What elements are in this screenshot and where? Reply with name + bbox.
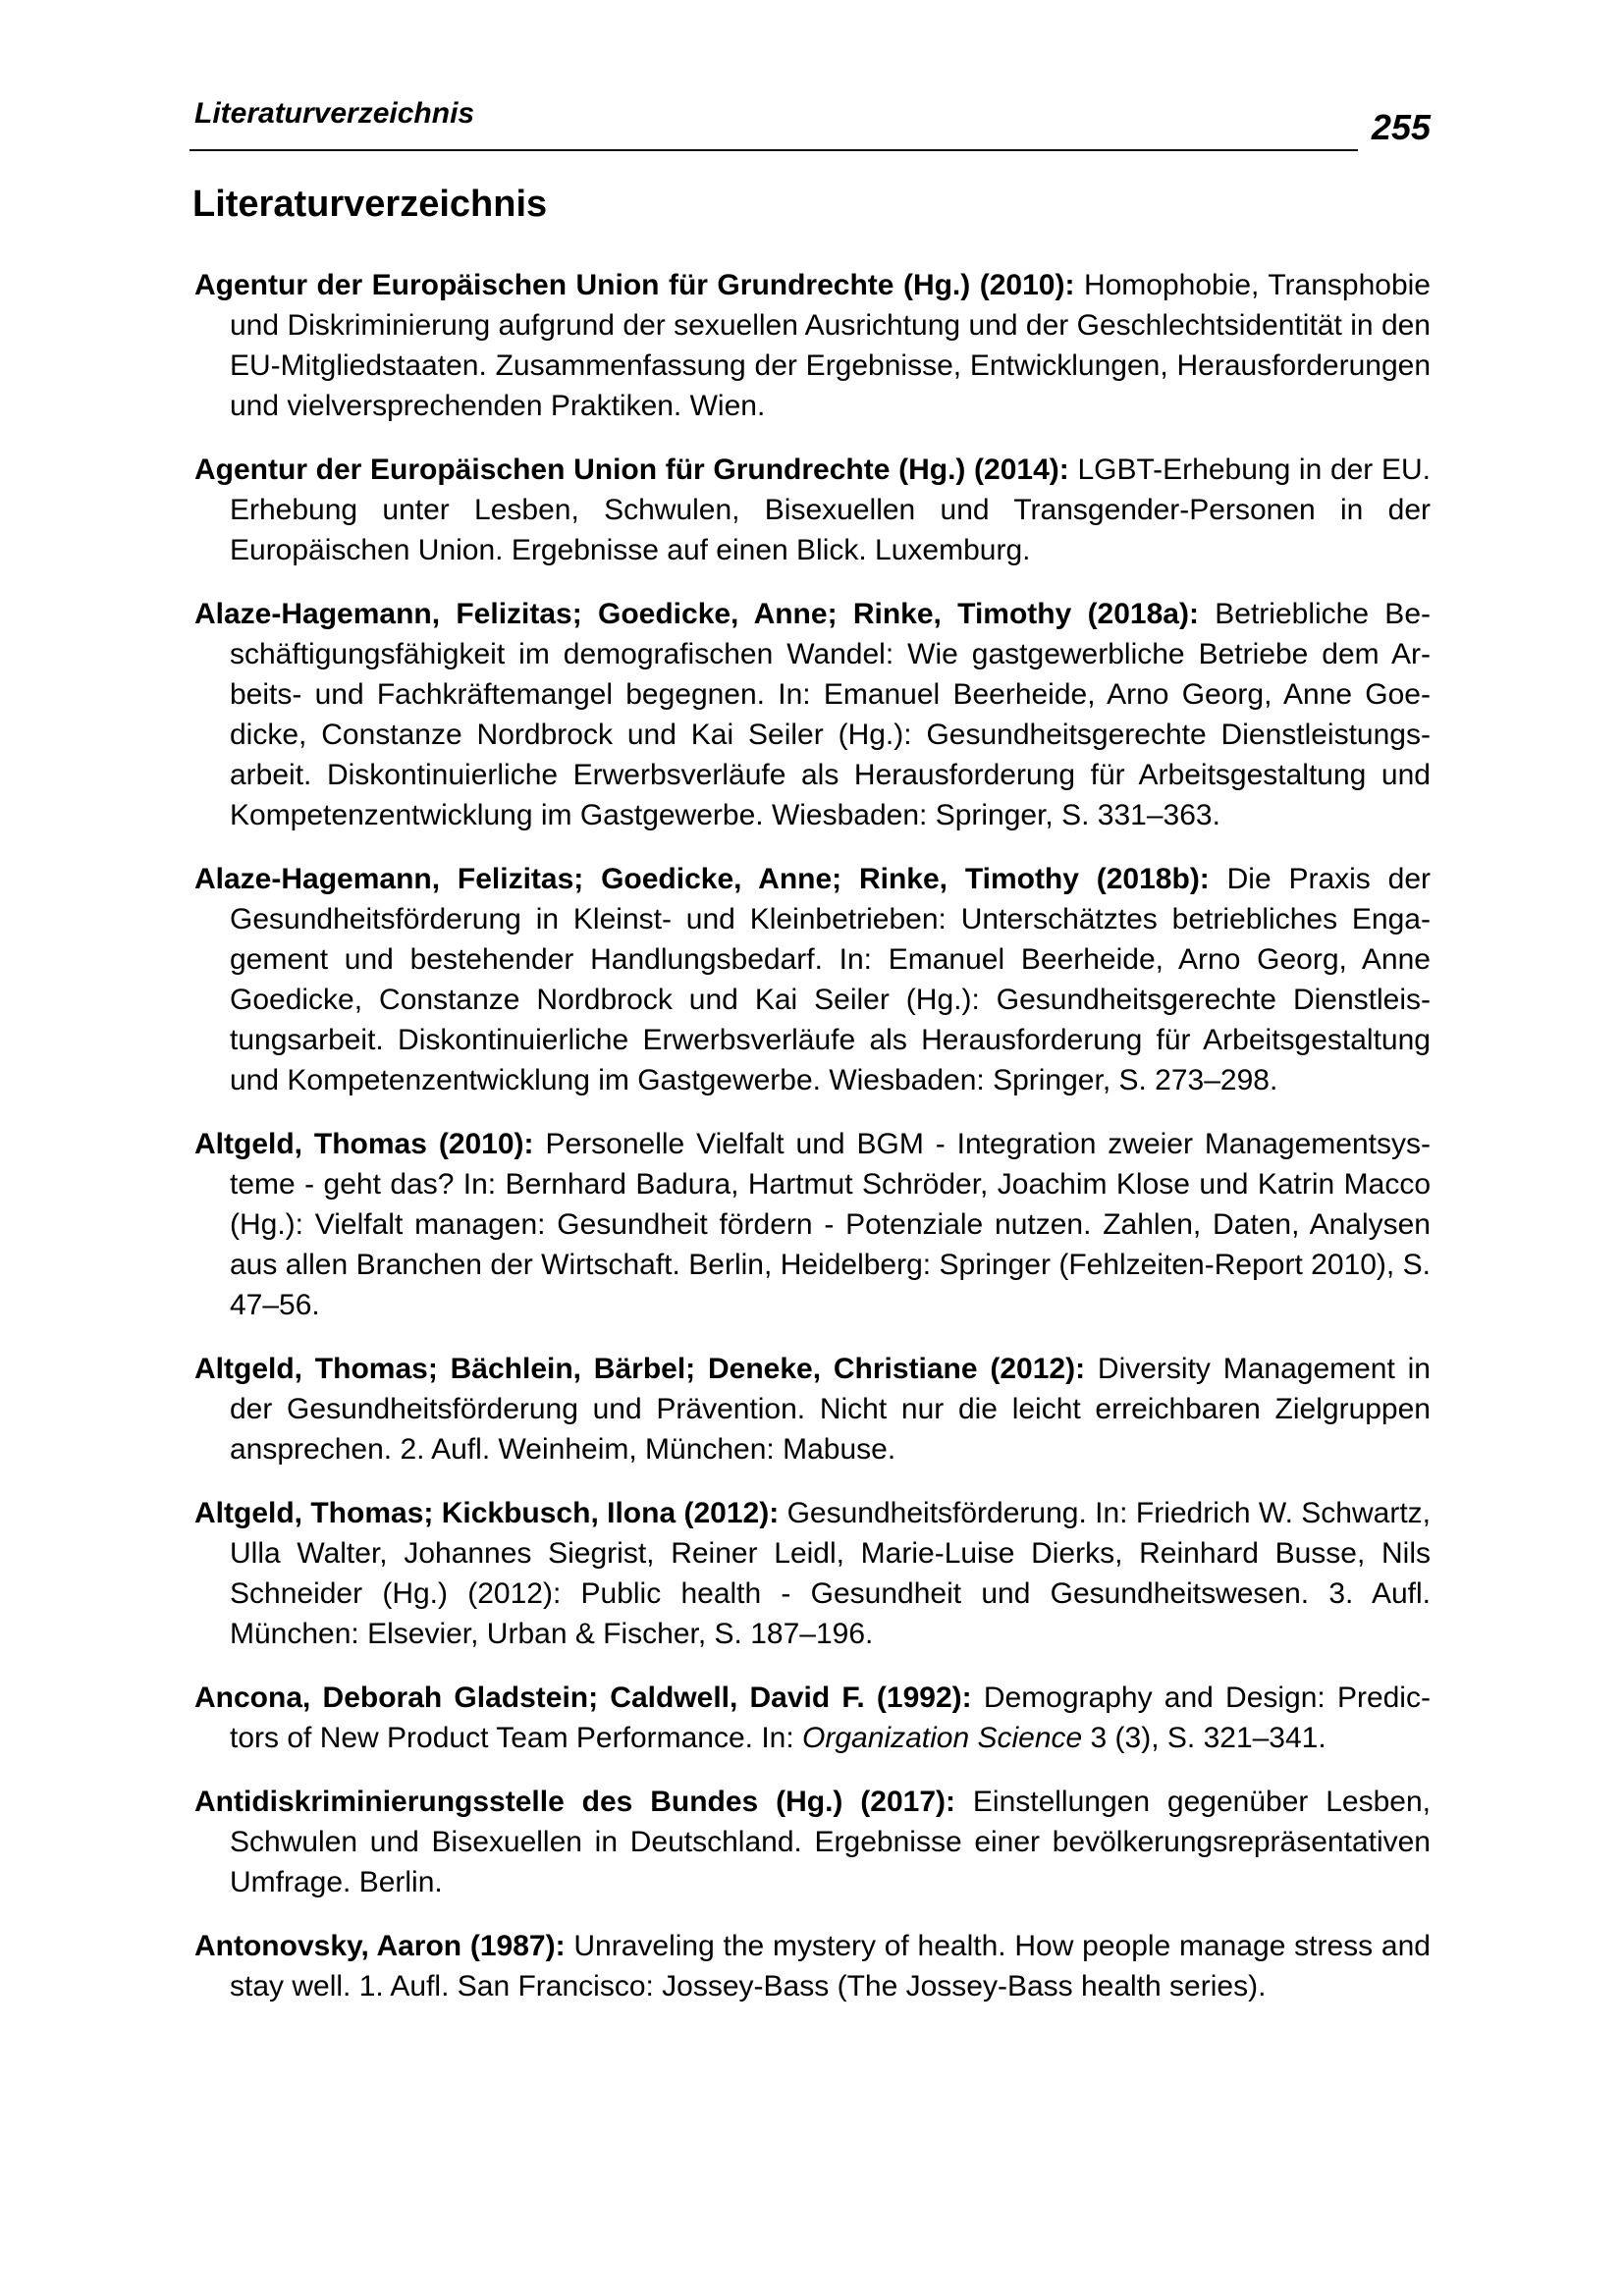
entry-authors: Alaze-Hagemann, Felizitas; Goedicke, Anne; Rinke, Timothy (2018b):: [194, 863, 1210, 895]
entry-authors: Altgeld, Thomas; Bächlein, Bärbel; Deneke, Christiane (2012):: [194, 1353, 1086, 1385]
entry-authors: Agentur der Europäischen Union für Grundrechte (Hg.) (2014):: [194, 454, 1069, 486]
entry-text: LGBT-Erhebung in der EU. Erhebung unter Lesben, Schwulen, Bisexuellen und Transgender-Personen in der Europäischen Union. Ergebnisse auf einen Blick. Luxemburg.: [230, 454, 1431, 566]
bibliography-entry: [194, 1349, 1431, 1469]
entry-text: Die Praxis der Gesundheitsförderung in Kleinst- und Kleinbetrieben: Unterschätztes betriebliches Engagement und bestehender Handlungsbedarf. In: Emanuel Beerheide, Arno Georg, Anne Goedicke, Constanze Nordbrock und Kai Seiler (Hg.): Gesundheitsgerechte Dienstleistungsarbeit. Diskontinuierliche Erwerbsverläufe als Herausforderung für Arbeitsgestaltung und Kompetenzentwicklung im Gastgewerbe. Wiesbaden: Springer, S. 273–298.: [230, 863, 1431, 1096]
running-header-title: Literaturverzeichnis: [194, 97, 475, 130]
entry-text: 3 (3), S. 321–341.: [1082, 1722, 1326, 1754]
entry-text: Gesundheitsförderung. In: Friedrich W. Schwartz, Ulla Walter, Johannes Siegrist, Reiner Leidl, Marie-Luise Dierks, Reinhard Busse, Nils Schneider (Hg.) (2012): Public health - Gesundheit und Gesundheitswesen. 3. Aufl. München: Elsevier, Urban & Fischer, S. 187–196.: [230, 1497, 1431, 1650]
entry-authors: Agentur der Europäischen Union für Grundrechte (Hg.) (2010):: [194, 269, 1075, 301]
entry-authors: Ancona, Deborah Gladstein; Caldwell, David F. (1992):: [194, 1682, 972, 1714]
entry-authors: Antidiskriminierungsstelle des Bundes (Hg.) (2017):: [194, 1786, 955, 1818]
bibliography-entry: [194, 265, 1431, 426]
entry-text: Personelle Vielfalt und BGM - Integration zweier Managementsysteme - geht das? In: Bernhard Badura, Hartmut Schröder, Joachim Klose und Katrin Macco (Hg.): Vielfalt managen: Gesundheit fördern - Potenziale nutzen. Zahlen, Daten, Analysen aus allen Branchen der Wirtschaft. Berlin, Heidelberg: Springer (Fehlzeiten-Report 2010), S. 47–56.: [230, 1128, 1431, 1321]
page-number: 255: [1371, 107, 1431, 147]
entry-text: Unraveling the mystery of health. How people manage stress and stay well. 1. Aufl. San Francisco: Jossey-Bass (The Jossey-Bass health series).: [230, 1930, 1431, 2002]
bibliography-entry: [194, 1493, 1431, 1654]
header-rule: [189, 149, 1358, 151]
bibliography-entry: [194, 1926, 1431, 2006]
entry-authors: Alaze-Hagemann, Felizitas; Goedicke, Anne; Rinke, Timothy (2018a):: [194, 598, 1199, 630]
bibliography-entry: [194, 859, 1431, 1100]
bibliography-entry: [194, 1678, 1431, 1758]
bibliography-list: [194, 265, 1431, 2006]
entry-authors: Altgeld, Thomas (2010):: [194, 1128, 534, 1160]
page-title: Literaturverzeichnis: [192, 184, 548, 225]
entry-authors: Antonovsky, Aaron (1987):: [194, 1930, 566, 1962]
entry-journal-title: Organization Science: [802, 1722, 1083, 1754]
entry-text: Diversity Management in der Gesundheitsförderung und Prävention. Nicht nur die leicht erreichbaren Zielgruppen ansprechen. 2. Aufl. Weinheim, München: Mabuse.: [230, 1353, 1431, 1466]
entry-text: Betriebliche Beschäftigungsfähigkeit im demografischen Wandel: Wie gastgewerbliche Betriebe dem Arbeits- und Fachkräftemangel begegnen. In: Emanuel Beerheide, Arno Georg, Anne Goedicke, Constanze Nordbrock und Kai Seiler (Hg.): Gesundheitsgerechte Dienstleistungsarbeit. Diskontinuierliche Erwerbsverläufe als Herausforderung für Arbeitsgestaltung und Kompetenzentwicklung im Gastgewerbe. Wiesbaden: Springer, S. 331–363.: [230, 598, 1431, 831]
entry-text: Homophobie, Transphobie und Diskriminierung aufgrund der sexuellen Ausrichtung und der Geschlechtsidentität in den EU-Mitgliedstaaten. Zusammenfassung der Ergebnisse, Entwicklungen, Herausforderungen und vielversprechenden Praktiken. Wien.: [230, 269, 1431, 422]
bibliography-entry: [194, 594, 1431, 835]
entry-text: Demography and Design: Predictors of New Product Team Performance. In:: [230, 1682, 1431, 1754]
bibliography-entry: [194, 450, 1431, 570]
bibliography-entry: [194, 1782, 1431, 1902]
entry-text: Einstellungen gegenüber Lesben, Schwulen und Bisexuellen in Deutschland. Ergebnisse einer bevölkerungsrepräsentativen Umfrage. Berlin.: [230, 1786, 1432, 1898]
entry-authors: Altgeld, Thomas; Kickbusch, Ilona (2012):: [194, 1497, 780, 1529]
bibliography-entry: [194, 1124, 1431, 1325]
